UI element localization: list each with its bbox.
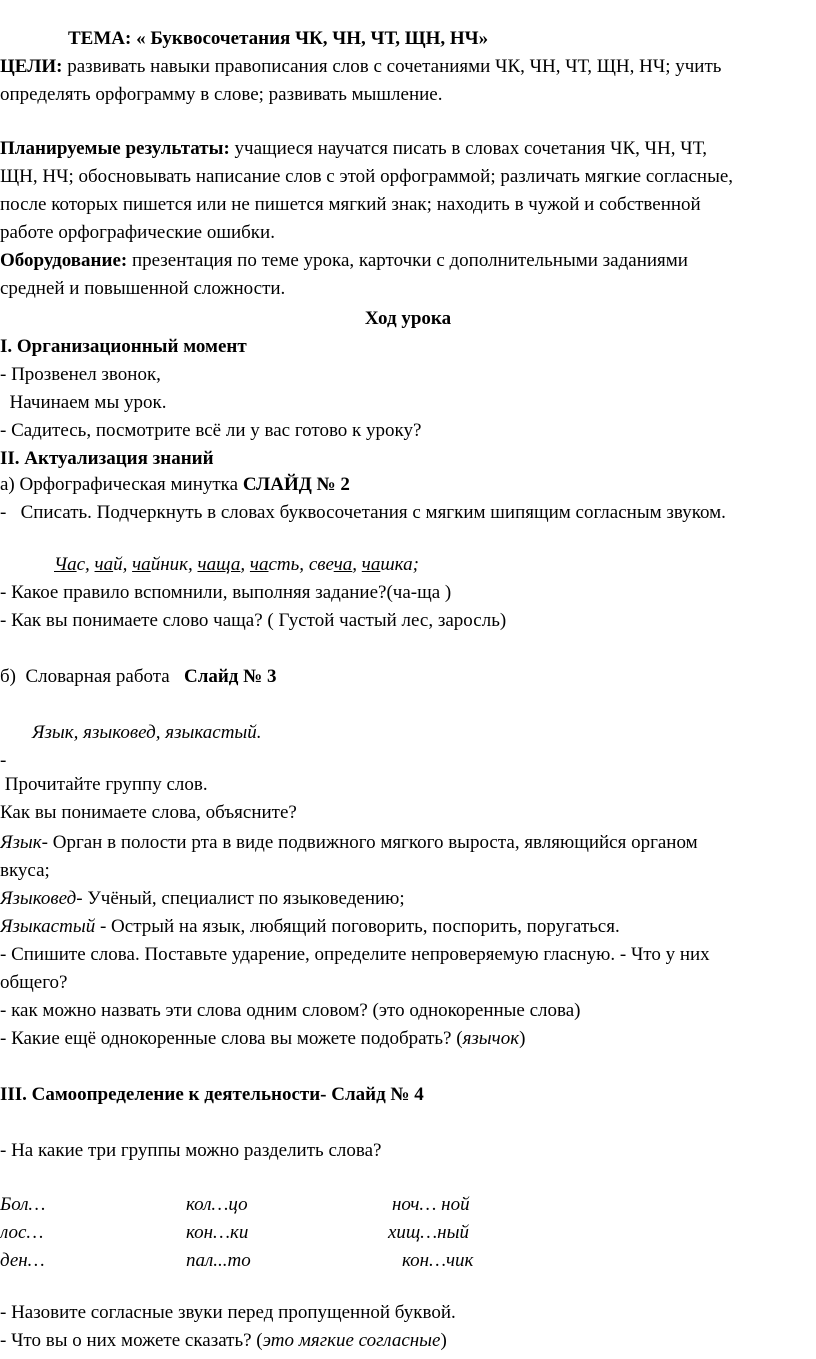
word-svecha: свеча, xyxy=(308,554,362,575)
word-chashka: чашка; xyxy=(361,554,419,575)
results-label: Планируемые результаты: xyxy=(0,138,230,159)
describe-consonants xyxy=(0,1327,808,1355)
question-chashcha: - Как вы понимаете слово чаща? ( Густой частый лес, заросль) xyxy=(0,610,507,631)
underline-words xyxy=(54,551,808,579)
words-col-3-row-1: ноч… ной xyxy=(392,1194,470,1215)
section3-heading: III. Самоопределение к деятельности- Слайд № 4 xyxy=(0,1084,424,1105)
one-word-question: - как можно назвать эти слова одним словом? (это однокоренные слова) xyxy=(0,1000,581,1021)
results-text-1: учащиеся научатся писать в словах сочетания ЧК, ЧН, ЧТ, xyxy=(229,138,708,159)
definition-yazykoved xyxy=(0,885,808,913)
words-col-3-row-2: хищ…ный xyxy=(388,1222,469,1243)
section2-heading: II. Актуализация знаний xyxy=(0,448,214,469)
section1-line-3: - Садитесь, посмотрите всё ли у вас готово к уроку? xyxy=(0,420,422,441)
spelling-minute-line xyxy=(0,471,808,499)
more-words-answer: язычок xyxy=(462,1028,520,1049)
definition-yazyk xyxy=(0,829,808,857)
vocab-words: Язык, языковед, языкастый. xyxy=(32,722,262,743)
words-col-2-row-1: кол…цо xyxy=(186,1194,248,1215)
equipment-text-1: презентация по теме урока, карточки с дополнительными заданиями xyxy=(127,250,688,271)
goals-label: ЦЕЛИ: xyxy=(0,56,63,77)
section1-line-2: Начинаем мы урок. xyxy=(0,392,167,413)
more-words-text: - Какие ещё однокоренные слова вы можете подобрать? ( xyxy=(0,1028,463,1049)
definition-yazykastyy xyxy=(0,913,808,941)
more-words-close: ) xyxy=(519,1028,526,1049)
definition-yazykastyy-text: - Острый на язык, любящий поговорить, поспорить, поругаться. xyxy=(95,916,620,937)
explain-words: Как вы понимаете слова, объясните? xyxy=(0,802,297,823)
words-col-2-row-2: кон…ки xyxy=(186,1222,249,1243)
results-line-4: работе орфографические ошибки. xyxy=(0,222,275,243)
slide-3-label: Слайд № 3 xyxy=(183,666,277,687)
words-col-1-row-3: ден… xyxy=(0,1250,45,1271)
section1-line-1: - Прозвенел звонок, xyxy=(0,364,161,385)
goals-line-2: определять орфограмму в слове; развивать мышление. xyxy=(0,84,443,105)
question-rule: - Какое правило вспомнили, выполняя задание?(ча-ща ) xyxy=(0,582,452,603)
words-col-3-row-3: кон…чик xyxy=(402,1250,474,1271)
describe-consonants-close: ) xyxy=(440,1330,447,1351)
words-col-2-row-3: пал...то xyxy=(186,1250,251,1271)
describe-consonants-text: - Что вы о них можете сказать? ( xyxy=(0,1330,263,1351)
copy-stress-line-1: - Спишите слова. Поставьте ударение, определите непроверяемую гласную. - Что у них xyxy=(0,944,710,965)
equipment-label: Оборудование: xyxy=(0,250,128,271)
vocab-work-line xyxy=(0,663,808,691)
word-chaynik: чайник, xyxy=(132,554,198,575)
three-groups-question: - На какие три группы можно разделить слова? xyxy=(0,1140,382,1161)
read-words: Прочитайте группу слов. xyxy=(0,774,208,795)
dash-line: - xyxy=(0,750,7,771)
slide-2-label: СЛАЙД № 2 xyxy=(242,474,350,495)
vocab-work-text: б) Словарная работа xyxy=(0,666,184,687)
definition-yazyk-word: Язык xyxy=(0,832,42,853)
goals-text-1: развивать навыки правописания слов с сочетаниями ЧК, ЧН, ЧТ, ЩН, НЧ; учить xyxy=(62,56,722,77)
results-line-3: после которых пишется или не пишется мягкий знак; находить в чужой и собственной xyxy=(0,194,701,215)
definition-yazykoved-word: Языковед xyxy=(0,888,77,909)
definition-yazykoved-text: - Учёный, специалист по языковедению; xyxy=(76,888,405,909)
word-chas: Час, xyxy=(54,554,95,575)
definition-yazykastyy-word: Языкастый xyxy=(0,916,96,937)
goals-line-1 xyxy=(0,53,808,81)
words-col-1-row-1: Бол… xyxy=(0,1194,46,1215)
equipment-line-1 xyxy=(0,247,808,275)
more-words-question xyxy=(0,1025,808,1053)
results-line-1 xyxy=(0,135,808,163)
word-chay: чай, xyxy=(94,554,133,575)
describe-consonants-answer: это мягкие согласные xyxy=(262,1330,441,1351)
name-consonants: - Назовите согласные звуки перед пропущенной буквой. xyxy=(0,1302,456,1323)
lesson-title: ТЕМА: « Буквосочетания ЧК, ЧН, ЧТ, ЩН, НЧ» xyxy=(68,28,489,49)
words-col-1-row-2: лос… xyxy=(0,1222,44,1243)
definition-yazyk-text: - Орган в полости рта в виде подвижного мягкого выроста, являющийся органом xyxy=(41,832,698,853)
definition-yazyk-cont: вкуса; xyxy=(0,860,50,881)
course-title: Ход урока xyxy=(364,308,452,329)
results-line-2: ЩН, НЧ; обосновывать написание слов с этой орфограммой; различать мягкие согласные, xyxy=(0,166,734,187)
word-chast: часть, xyxy=(249,554,309,575)
word-chashcha: чаща, xyxy=(197,554,250,575)
copy-stress-line-2: общего? xyxy=(0,972,68,993)
spelling-minute-text: а) Орфографическая минутка xyxy=(0,474,243,495)
equipment-line-2: средней и повышенной сложности. xyxy=(0,278,286,299)
section1-heading: I. Организационный момент xyxy=(0,336,247,357)
copy-task: - Списать. Подчеркнуть в словах буквосочетания с мягким шипящим согласным звуком. xyxy=(0,502,726,523)
